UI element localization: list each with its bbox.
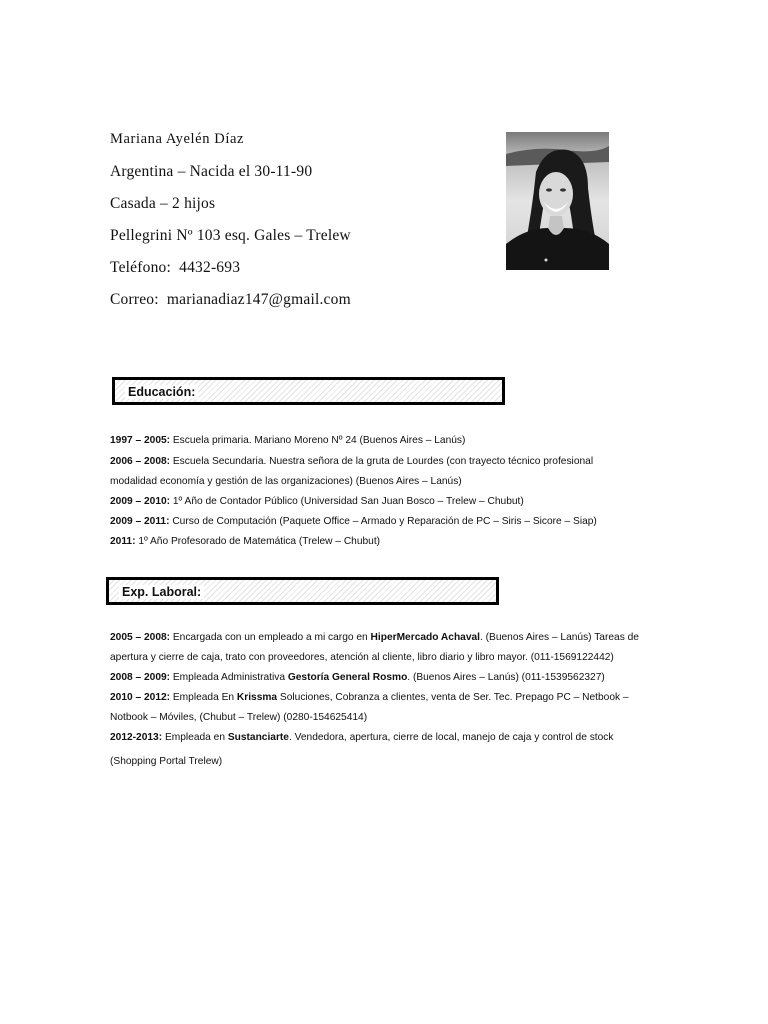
entry-text: Encargada con un empleado a mi cargo en: [170, 632, 371, 643]
email-label: Correo:: [110, 291, 159, 308]
work-entry-continuation: Notbook – Móviles, (Chubut – Trelew) (0280-154625414): [110, 712, 368, 723]
origin-line: Argentina – Nacida el 30-11-90: [110, 163, 313, 180]
entry-years: 2006 – 2008:: [110, 456, 171, 467]
work-entry: [110, 732, 613, 743]
email-line: [110, 291, 351, 309]
entry-years: 2010 – 2012:: [110, 692, 171, 703]
entry-years: 2012-2013:: [110, 732, 163, 743]
work-entry-continuation: apertura y cierre de caja, trato con proveedores, atención al cliente, libro diario y libro mayor. (011-1569122442): [110, 652, 614, 663]
entry-text: . (Buenos Aires – Lanús) Tareas de: [480, 632, 639, 643]
entry-text: . (Buenos Aires – Lanús) (011-1539562327): [407, 672, 605, 683]
phone-value: 4432-693: [179, 259, 241, 276]
phone-line: [110, 259, 240, 277]
work-entry: [110, 632, 639, 643]
portrait-photo: [506, 132, 609, 270]
entry-years: 2009 – 2011:: [110, 516, 170, 527]
education-entry: [110, 516, 597, 527]
entry-text: Empleada En: [170, 692, 237, 703]
company-name: Sustanciarte: [227, 732, 289, 743]
entry-text: Soluciones, Cobranza a clientes, venta de Ser. Tec. Prepago PC – Netbook –: [277, 692, 629, 703]
entry-text: Escuela Secundaria. Nuestra señora de la gruta de Lourdes (con trayecto técnico profesional: [170, 456, 594, 467]
entry-years: 1997 – 2005:: [110, 435, 171, 446]
portrait-icon: [506, 132, 609, 270]
entry-years: 2011:: [110, 536, 136, 547]
entry-text: Empleada en: [162, 732, 228, 743]
education-section-box: [112, 377, 505, 405]
education-entry: [110, 456, 593, 467]
company-name: Krissma: [236, 692, 278, 703]
education-entry: [110, 435, 465, 446]
work-heading: Exp. Laboral:: [119, 585, 204, 599]
entry-text: Curso de Computación (Paquete Office – Armado y Reparación de PC – Siris – Sicore – Siap): [169, 516, 597, 527]
entry-text: Empleada Administrativa: [170, 672, 288, 683]
marital-status: Casada – 2 hijos: [110, 195, 216, 212]
education-entry-continuation: modalidad economía y gestión de las organizaciones) (Buenos Aires – Lanús): [110, 476, 462, 487]
entry-years: 2008 – 2009:: [110, 672, 171, 683]
work-entry: [110, 672, 605, 683]
email-value: marianadiaz147@gmail.com: [166, 291, 351, 308]
entry-text: 1º Año de Contador Público (Universidad San Juan Bosco – Trelew – Chubut): [170, 496, 524, 507]
education-heading: Educación:: [125, 385, 198, 399]
work-section-box: [106, 577, 499, 605]
company-name: Gestoría General Rosmo: [287, 672, 408, 683]
person-name: Mariana Ayelén Díaz: [110, 131, 245, 147]
entry-text: . Vendedora, apertura, cierre de local, manejo de caja y control de stock: [288, 732, 614, 743]
education-entry: [110, 536, 380, 547]
work-entry-continuation: (Shopping Portal Trelew): [110, 756, 223, 767]
entry-text: 1º Año Profesorado de Matemática (Trelew – Chubut): [135, 536, 381, 547]
entry-text: Escuela primaria. Mariano Moreno Nº 24 (Buenos Aires – Lanús): [170, 435, 466, 446]
address-line: Pellegrini Nº 103 esq. Gales – Trelew: [110, 227, 351, 244]
work-entry: [110, 692, 629, 703]
phone-label: Teléfono:: [110, 259, 171, 276]
entry-years: 2005 – 2008:: [110, 632, 171, 643]
entry-years: 2009 – 2010:: [110, 496, 171, 507]
education-entry: [110, 496, 524, 507]
company-name: HiperMercado Achaval: [370, 632, 480, 643]
